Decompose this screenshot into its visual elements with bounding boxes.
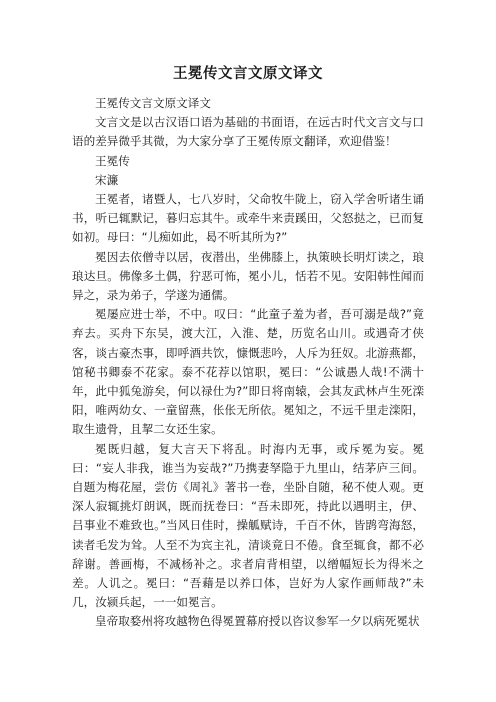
paragraph: 王冕传 [95,153,130,168]
paragraph: 王冕传文言文原文译文 [95,96,211,110]
document-body [72,94,424,632]
document-title: 王冕传文言文原文译文 [173,66,323,82]
paragraph: 冕因去依僧寺以居，夜潜出，坐佛膝上，执策映长明灯读之，琅琅达旦。佛像多土偶，狞恶可怖，冕小儿，恬若不见。安阳韩性闻而异之，录为弟子，学遂为通儒。 [72,249,424,303]
paragraph: 皇帝取婺州将攻越物色得冕置幕府授以咨议参军一夕以病死冕状 [95,614,420,629]
paragraph: 宋濂 [95,172,119,187]
paragraph: 文言文是以古汉语口语为基础的书面语，在远古时代文言文与口语的差异微乎其微，为大家分享了王冕传原文翻译，欢迎借鉴！ [72,115,424,149]
paragraph: 王冕者，诸暨人，七八岁时，父命牧牛陇上，窃入学舍听诸生诵书，听已辄默记，暮归忘其牛。或牵牛来责蹊田，父怒挞之，已而复如初。母曰：“儿痴如此，曷不听其所为?” [72,192,424,245]
paragraph: 冕既归越，复大言天下将乱。时海内无事，或斥冕为妄。冕曰：“妄人非我，谁当为妄哉?”乃携妻孥隐于九里山，结茅庐三间。自题为梅花屋，尝仿《周礼》著书一卷，坐卧自随，秘不使人观。更深人寂辄挑灯朗讽，既而抚卷曰：“吾未即死，持此以遇明主，伊、吕事业不难致也。”当风日佳时，操觚赋诗，千百不休，皆鹍弯海怒，读者毛发为耸。人至不为宾主礼，清谈竟日不倦。食至辄食，都不必辞谢。善画梅，不减杨补之。求者肩背相望，以缯幅短长为得米之差。人讥之。冕曰：“吾藉是以养口体，岂好为人家作画师哉?”未几，汝颍兵起，一一如冕言。 [72,441,424,610]
paragraph: 冕屡应进士举，不中。叹曰：“此童子羞为者，吾可溺是哉?”竟弃去。买舟下东吴，渡大江，入淮、楚，历览名山川。或遇奇才侠客，谈古豪杰事，即呼酒共饮，慷慨悲吟，人斥为狂奴。北游燕都，馆秘书卿泰不花家。泰不花荐以馆职，冕曰：“公诚愚人哉!不满十年，此中狐兔游矣，何以禄仕为?”即日将南辕，会其友武林卢生死滦阳，唯两幼女、一童留燕，伥伥无所依。冕知之，不远千里走滦阳，取生遗骨，且挈二女还生家。 [72,307,424,437]
